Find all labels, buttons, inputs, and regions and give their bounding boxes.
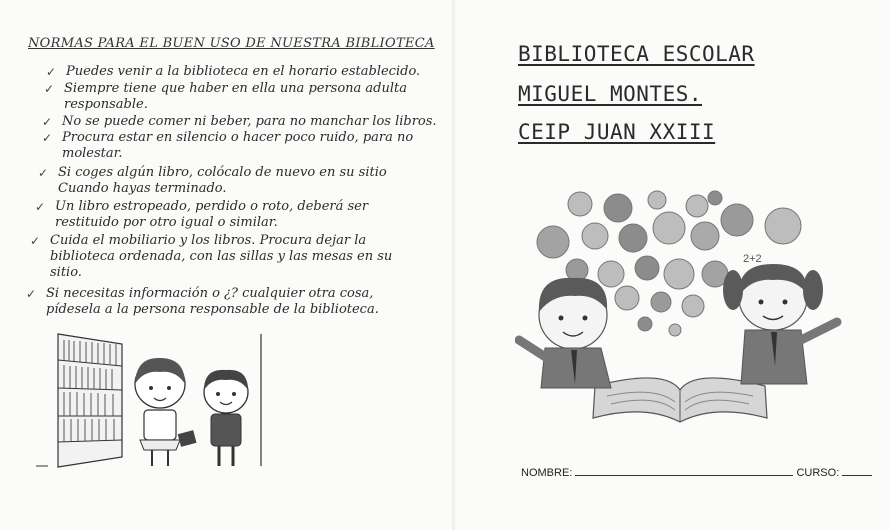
open-book-icon [593, 378, 767, 422]
check-icon: ✓ [38, 166, 49, 180]
right-page [455, 0, 890, 530]
rule-text-line: Puedes venir a la biblioteca en el horario establecido. [66, 64, 421, 79]
check-icon: ✓ [42, 115, 53, 129]
check-icon: ✓ [35, 200, 46, 214]
rules-title: NORMAS PARA EL BUEN USO DE NUESTRA BIBLIOTECA [28, 36, 435, 51]
bookshelf-icon [58, 334, 122, 467]
rule-item [42, 130, 414, 162]
school-library-heading: BIBLIOTECA ESCOLAR [518, 42, 755, 66]
rule-text-line: molestar. [62, 146, 123, 161]
rule-text-line: sitio. [50, 265, 82, 280]
reading-girl-icon [723, 264, 837, 384]
check-icon: ✓ [26, 287, 37, 301]
reading-boy-icon [519, 278, 611, 388]
rule-text-line: Un libro estropeado, perdido o roto, deberá ser [55, 199, 369, 214]
rule-text-line: Si necesitas información o ¿? cualquier otra cosa, [46, 286, 374, 301]
rule-text-line: Siempre tiene que haber en ella una persona adulta [64, 81, 408, 96]
name-label: NOMBRE: [521, 467, 573, 479]
rule-text-line: Cuida el mobiliario y los libros. Procura dejar la [50, 233, 367, 248]
boy-figure-icon [204, 370, 248, 466]
rule-text-line: No se puede comer ni beber, para no manchar los libros. [62, 114, 437, 129]
check-icon: ✓ [44, 82, 55, 96]
girl-figure-icon [135, 358, 197, 466]
rule-text-line: pídesela a la persona responsable de la biblioteca. [46, 302, 379, 317]
rule-item [35, 199, 369, 231]
rule-item [42, 114, 437, 130]
check-icon: ✓ [46, 65, 57, 79]
course-label: CURSO: [796, 467, 840, 479]
rule-text-line: restituido por otro igual o similar. [55, 215, 278, 230]
rule-text-line: Si coges algún libro, colócalo de nuevo en su sitio [58, 165, 387, 180]
name-blank-line [575, 475, 793, 476]
rule-item [46, 64, 421, 80]
school-name-heading: CEIP JUAN XXIII [518, 120, 716, 144]
children-bookshelf-illustration [36, 332, 271, 472]
rule-item [44, 81, 408, 113]
rule-text-line: biblioteca ordenada, con las sillas y las mesas en su [50, 249, 393, 264]
library-name-heading: MIGUEL MONTES. [518, 82, 703, 106]
student-info-fields [521, 467, 872, 479]
rule-item [26, 286, 379, 318]
math-bubble-label: 2+2 [743, 253, 762, 265]
rule-text-line: Cuando hayas terminado. [58, 181, 227, 196]
course-blank-line [842, 475, 872, 476]
check-icon: ✓ [30, 234, 41, 248]
kids-reading-book-illustration [515, 190, 855, 428]
rule-item [30, 233, 393, 281]
rule-text-line: responsable. [64, 97, 148, 112]
check-icon: ✓ [42, 131, 53, 145]
rule-text-line: Procura estar en silencio o hacer poco ruido, para no [62, 130, 414, 145]
rule-item [38, 165, 387, 197]
